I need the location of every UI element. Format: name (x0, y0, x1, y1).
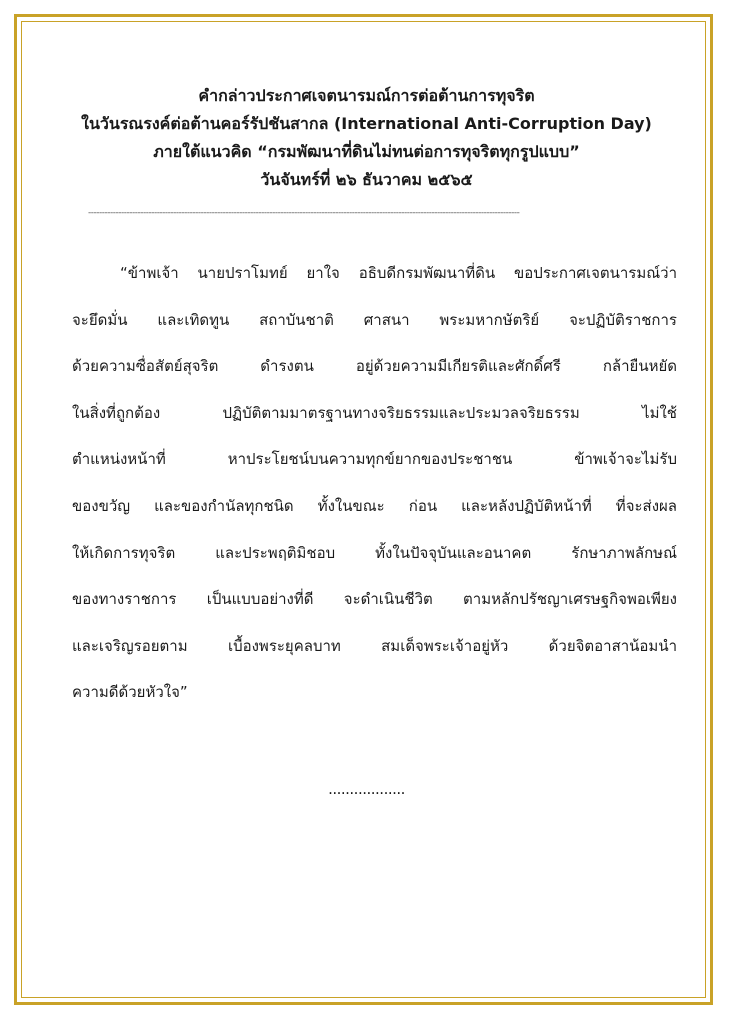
body-line: ของขวัญ และของกำนัลทุกชนิด ทั้งในขณะ ก่อน และหลังปฏิบัติหน้าที่ ที่จะส่งผล (72, 496, 677, 515)
body-line: ตำแหน่งหน้าที่ หาประโยชน์บนความทุกข์ยากของประชาชน ข้าพเจ้าจะไม่รับ (72, 450, 677, 469)
body-line: และเจริญรอยตาม เบื้องพระยุคลบาท สมเด็จพระเจ้าอยู่หัว ด้วยจิตอาสาน้อมนำ (72, 636, 677, 655)
closing-dots: .................. (328, 780, 405, 798)
heading-date: วันจันทร์ที่ ๒๖ ธันวาคม ๒๕๖๕ (260, 170, 473, 189)
body-line: จะยึดมั่น และเทิดทูน สถาบันชาติ ศาสนา พระมหากษัตริย์ จะปฏิบัติราชการ (72, 310, 677, 329)
body-line: ให้เกิดการทุจริต และประพฤติมิชอบ ทั้งในปัจจุบันและอนาคต รักษาภาพลักษณ์ (72, 543, 677, 562)
heading-title: คำกล่าวประกาศเจตนารมณ์การต่อต้านการทุจริต (198, 86, 535, 105)
heading-theme: ภายใต้แนวคิด “กรมพัฒนาที่ดินไม่ทนต่อการทุจริตทุกรูปแบบ” (153, 142, 580, 161)
document-heading (40, 82, 693, 194)
body-line: “ข้าพเจ้า นายปราโมทย์ ยาใจ อธิบดีกรมพัฒนาที่ดิน ขอประกาศเจตนารมณ์ว่า (120, 264, 677, 282)
body-line: ความดีด้วยหัวใจ” (72, 683, 188, 702)
heading-occasion: ในวันรณรงค์ต่อต้านคอร์รัปชันสากล (International Anti-Corruption Day) (81, 114, 652, 133)
body-line: ของทางราชการ เป็นแบบอย่างที่ดี จะดำเนินชีวิต ตามหลักปรัชญาเศรษฐกิจพอเพียง (72, 590, 677, 609)
body-line: ด้วยความซื่อสัตย์สุจริต ดำรงตน อยู่ด้วยความมีเกียรติและศักดิ์ศรี กล้ายืนหยัด (72, 357, 677, 376)
declaration-body (72, 250, 677, 716)
body-line: ในสิ่งที่ถูกต้อง ปฏิบัติตามมาตรฐานทางจริยธรรมและประมวลจริยธรรม ไม่ใช้ (72, 403, 677, 422)
heading-divider: ------------------------------------------------------------------------------------------------------------------------------------------------------------- (88, 208, 520, 218)
